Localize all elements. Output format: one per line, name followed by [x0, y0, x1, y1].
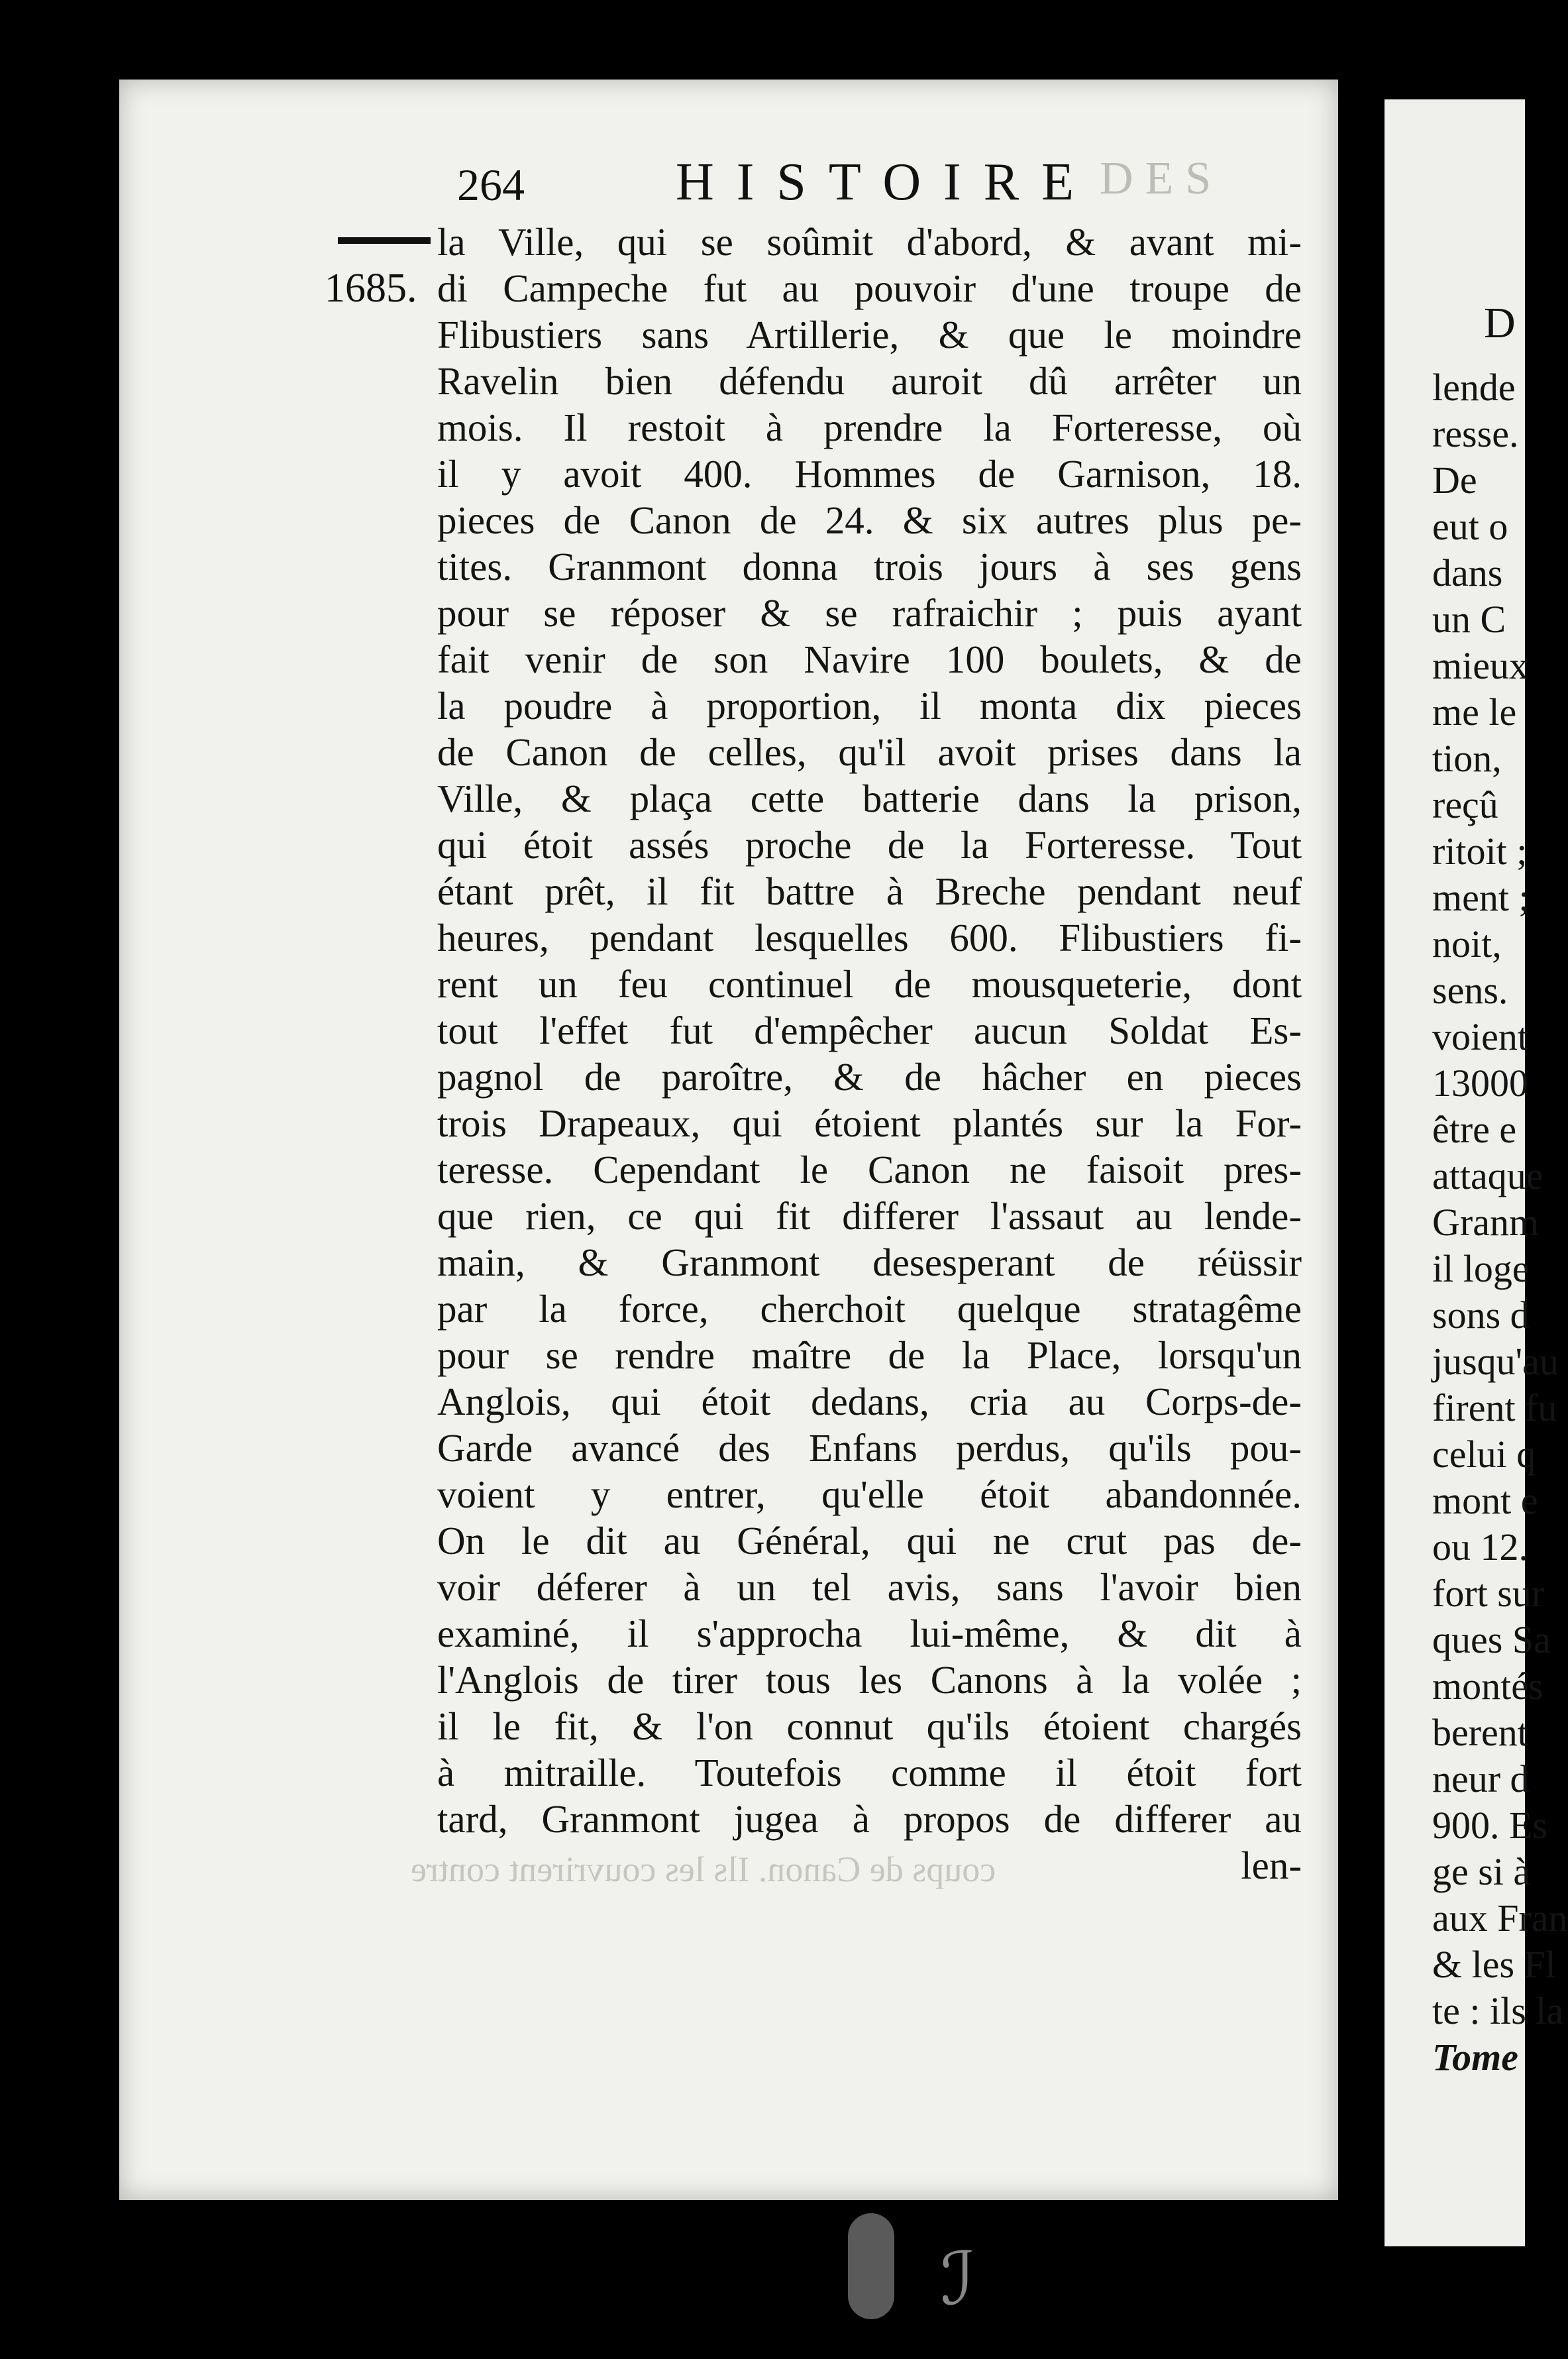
right-text-line: jusqu'au	[1432, 1340, 1559, 1383]
right-text-line: voient	[1432, 1015, 1528, 1058]
text-line: fait venir de son Navire 100 boulets, & de	[437, 637, 1302, 681]
binding-mark	[848, 2213, 894, 2319]
right-text-line: ques Sa	[1432, 1618, 1551, 1661]
text-line: étant prêt, il fit battre à Breche pendant neuf	[437, 869, 1302, 913]
text-line: voir déferer à un tel avis, sans l'avoir bien	[437, 1565, 1302, 1609]
right-text-line: dans	[1432, 551, 1503, 594]
right-text-line: ritoit ;	[1432, 830, 1528, 873]
right-text-line: reçû	[1432, 783, 1498, 826]
text-line: mois. Il restoit à prendre la Forteresse, où	[437, 406, 1302, 449]
text-line: examiné, il s'approcha lui-même, & dit à	[437, 1612, 1302, 1655]
text-line: di Campeche fut au pouvoir d'une troupe de	[437, 266, 1302, 310]
right-text-line: celui q	[1432, 1433, 1536, 1476]
right-text-line: te : ils la	[1432, 1989, 1564, 2032]
right-text-line: neur d	[1432, 1757, 1530, 1800]
right-text-line: me le	[1432, 690, 1517, 734]
right-text-line: lende	[1432, 366, 1516, 409]
page-number: 264	[457, 160, 525, 210]
text-line: l'Anglois de tirer tous les Canons à la volée ;	[437, 1658, 1302, 1702]
text-line: Ravelin bien défendu auroit dû arrêter un	[437, 359, 1302, 403]
text-line: On le dit au Général, qui ne crut pas de-	[437, 1519, 1302, 1563]
right-text-line: un C	[1432, 598, 1506, 641]
text-line: heures, pendant lesquelles 600. Flibustiers fi-	[437, 916, 1302, 960]
right-text-line: tion,	[1432, 737, 1502, 780]
right-text-line: 900. Es	[1432, 1804, 1547, 1847]
right-text-line: ment ;	[1432, 876, 1530, 919]
right-text-line: sens.	[1432, 969, 1508, 1012]
text-line: pieces de Canon de 24. & six autres plus pe-	[437, 498, 1302, 542]
text-line: Flibustiers sans Artillerie, & que le moindre	[437, 313, 1302, 357]
text-line: trois Drapeaux, qui étoient plantés sur la For-	[437, 1101, 1302, 1145]
text-line: voient y entrer, qu'elle étoit abandonnée.	[437, 1472, 1302, 1516]
right-text-line: resse.	[1432, 412, 1519, 455]
right-text-line: ge si à	[1432, 1850, 1531, 1893]
text-line: len-	[1241, 1843, 1302, 1887]
right-text-line: il loge	[1432, 1247, 1530, 1290]
right-text-line: attaque	[1432, 1154, 1543, 1197]
text-line: à mitraille. Toutefois comme il étoit fort	[437, 1751, 1302, 1794]
right-page-head: D	[1484, 299, 1516, 347]
show-through-text: coups de Canon. Ils les couvrirent contre	[411, 1849, 996, 1889]
text-line: Anglois, qui étoit dedans, cria au Corps-de-	[437, 1380, 1302, 1423]
body-text	[437, 219, 1302, 1889]
margin-rule	[338, 237, 431, 244]
right-text-line: 13000	[1432, 1062, 1528, 1105]
right-text-line: noit,	[1432, 922, 1502, 965]
text-line: par la force, cherchoit quelque stratagême	[437, 1287, 1302, 1331]
right-text-line: sons d	[1432, 1293, 1530, 1337]
right-text-line: & les Fl	[1432, 1943, 1556, 1986]
right-text-line: aux Fran	[1432, 1896, 1568, 1940]
text-line: Garde avancé des Enfans perdus, qu'ils pou-	[437, 1426, 1302, 1470]
text-line: de Canon de celles, qu'il avoit prises dans la	[437, 730, 1302, 774]
right-text-line: Granm	[1432, 1201, 1540, 1244]
text-line: tout l'effet fut d'empêcher aucun Soldat Es-	[437, 1009, 1302, 1052]
running-head-show-through: DES	[1100, 153, 1224, 204]
running-head	[457, 152, 1272, 225]
right-text-line: De	[1432, 459, 1477, 502]
text-line: que rien, ce qui fit differer l'assaut au lende-	[437, 1194, 1302, 1238]
text-line: tites. Granmont donna trois jours à ses gens	[437, 545, 1302, 588]
text-line: il le fit, & l'on connut qu'ils étoient chargés	[437, 1704, 1302, 1748]
running-head-title: HISTOIRE	[676, 153, 1096, 211]
right-text-line: mieux	[1432, 644, 1528, 687]
text-line: la Ville, qui se soûmit d'abord, & avant mi-	[437, 220, 1302, 264]
text-line: pagnol de paroître, & de hâcher en pieces	[437, 1055, 1302, 1099]
right-text-line: être e	[1432, 1108, 1517, 1151]
text-line: pour se rendre maître de la Place, lorsqu'un	[437, 1333, 1302, 1377]
right-text-line: fort sur	[1432, 1572, 1545, 1615]
text-line: la poudre à proportion, il monta dix pieces	[437, 684, 1302, 728]
right-text-line: ou 12.	[1432, 1525, 1528, 1568]
text-line: main, & Granmont desesperant de réüssir	[437, 1240, 1302, 1284]
right-text-line: montés	[1432, 1665, 1543, 1708]
right-text-line: firent fu	[1432, 1386, 1557, 1429]
right-text-line: mont e	[1432, 1479, 1538, 1522]
hook-mark: ℐ	[941, 2239, 975, 2320]
right-text-line: berent	[1432, 1711, 1528, 1754]
margin-year: 1685.	[325, 266, 417, 311]
right-text-line: Tome	[1432, 2036, 1518, 2079]
text-line: il y avoit 400. Hommes de Garnison, 18.	[437, 452, 1302, 496]
text-line: pour se réposer & se rafraichir ; puis ayant	[437, 591, 1302, 635]
text-line: qui étoit assés proche de la Forteresse. Tout	[437, 823, 1302, 867]
text-line: Ville, & plaça cette batterie dans la prison,	[437, 777, 1302, 820]
right-text-line: eut o	[1432, 505, 1508, 548]
text-line: tard, Granmont jugea à propos de differer au	[437, 1797, 1302, 1841]
right-page	[1385, 99, 1568, 2246]
right-page-text	[1432, 364, 1568, 2081]
text-line: teresse. Cependant le Canon ne faisoit pres-	[437, 1148, 1302, 1191]
text-line: rent un feu continuel de mousqueterie, dont	[437, 962, 1302, 1006]
